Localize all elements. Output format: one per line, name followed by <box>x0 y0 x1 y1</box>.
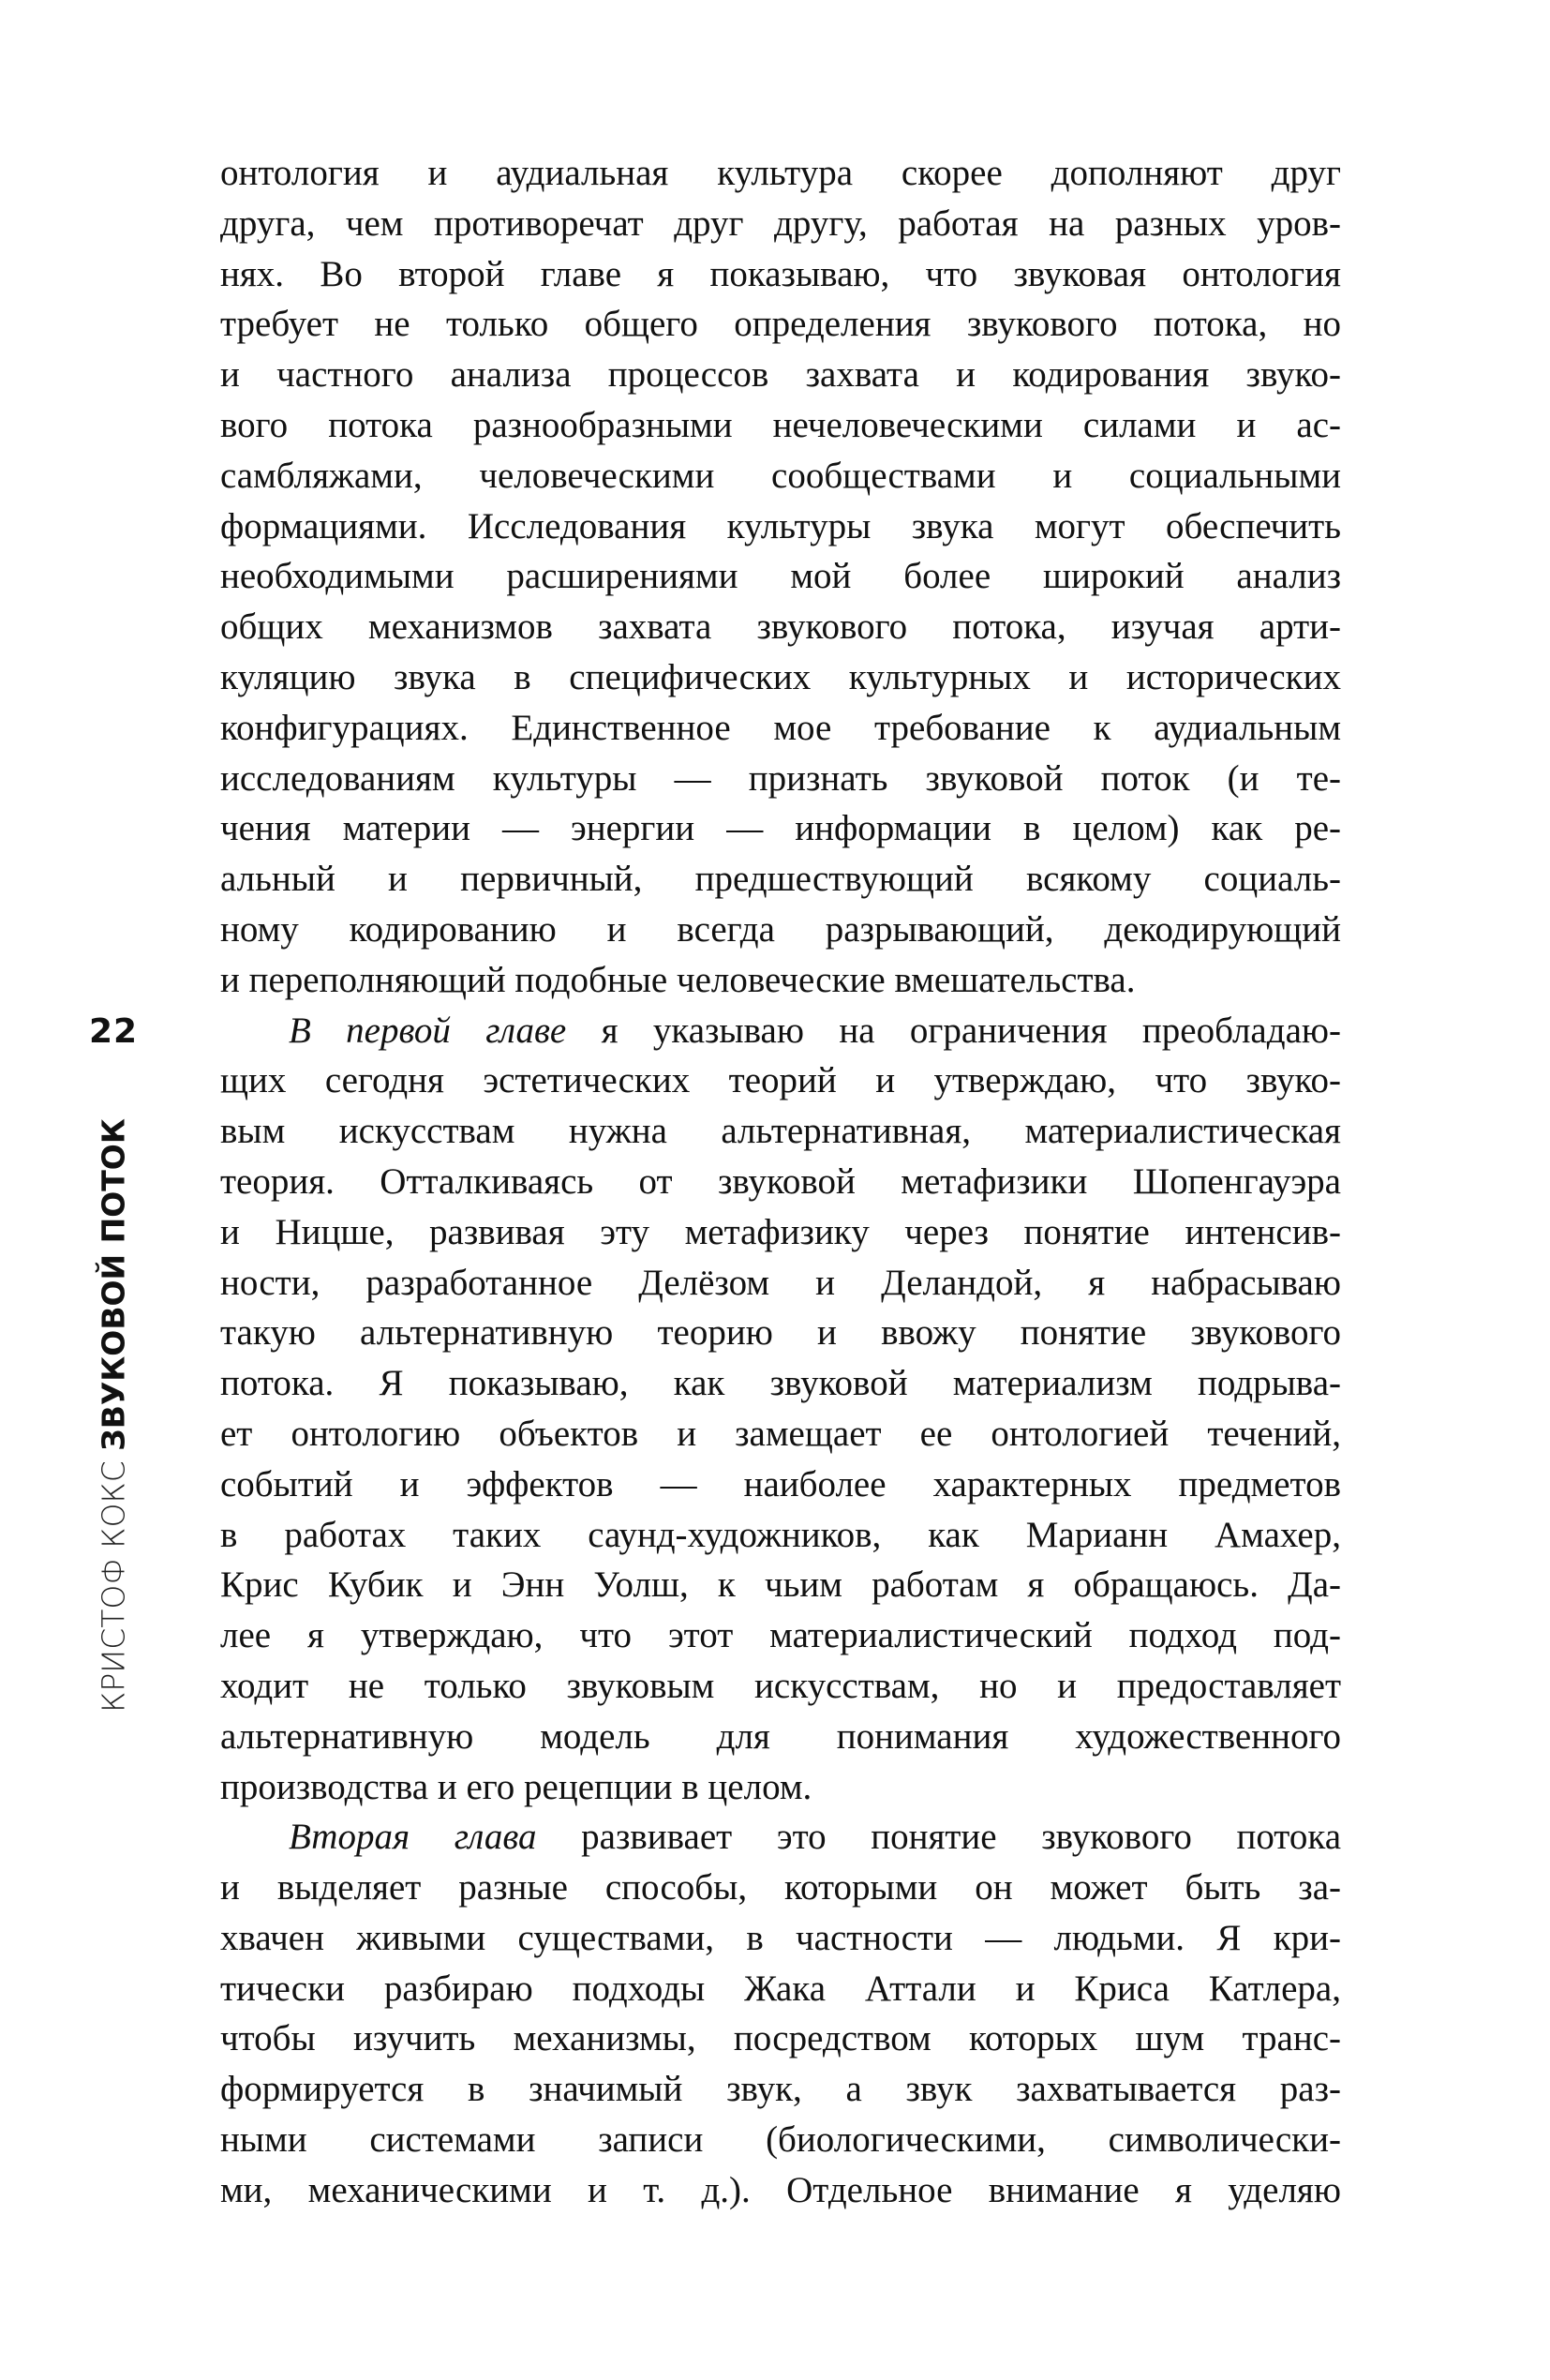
line-text: чтобы изучить механизмы, посредством которых шум транс- <box>220 2018 1341 2059</box>
line-text: и Ницше, развивая эту метафизику через понятие интенсив- <box>220 1211 1341 1252</box>
text-line <box>220 2064 1341 2115</box>
running-head <box>96 1118 132 1713</box>
text-line <box>220 1560 1341 1610</box>
line-text: в работах таких саунд-художников, как Марианн Амахер, <box>220 1514 1341 1555</box>
line-text: формируется в значимый звук, а звук захватывается раз- <box>220 2069 1341 2110</box>
body-text <box>220 148 1341 2216</box>
page-number: 22 <box>89 1012 139 1051</box>
line-text: вого потока разнообразными нечеловеческими силами и ас- <box>220 404 1341 445</box>
text-line <box>220 299 1341 350</box>
line-text: нях. Во второй главе я показываю, что звуковая онтология <box>220 253 1341 294</box>
line-text: производства и его рецепции в целом. <box>220 1766 812 1807</box>
text-line <box>220 199 1341 249</box>
text-line <box>220 905 1341 955</box>
line-text: необходимыми расширениями мой более широкий анализ <box>220 556 1341 597</box>
line-text: онтология и аудиальная культура скорее дополняют друг <box>220 153 1341 193</box>
line-text: лее я утверждаю, что этот материалистический подход под- <box>220 1615 1341 1656</box>
text-line <box>220 451 1341 501</box>
text-line <box>220 652 1341 703</box>
text-line <box>220 1157 1341 1207</box>
text-line <box>220 1106 1341 1157</box>
line-text: потока. Я показываю, как звуковой материализм подрыва- <box>220 1363 1341 1404</box>
text-line <box>220 1258 1341 1309</box>
text-line <box>220 501 1341 552</box>
text-line <box>220 2013 1341 2064</box>
line-text: альный и первичный, предшествующий всякому социаль- <box>220 859 1341 900</box>
line-text: хвачен живыми существами, в частности — людьми. Я кри- <box>220 1917 1341 1958</box>
line-text: ет онтологию объектов и замещает ее онтологией течений, <box>220 1413 1341 1454</box>
line-text: вым искусствам нужна альтернативная, материалистическая <box>220 1111 1341 1152</box>
line-text: общих механизмов захвата звукового потока, изучая арти- <box>220 606 1341 648</box>
text-line <box>220 754 1341 804</box>
text-line <box>220 1661 1341 1712</box>
text-line <box>220 1610 1341 1661</box>
text-line <box>220 602 1341 652</box>
text-line <box>220 703 1341 754</box>
text-line <box>220 1308 1341 1358</box>
line-text: и переполняющий подобные человеческие вмешательства. <box>220 959 1136 1000</box>
text-line <box>220 1006 1341 1056</box>
line-text: альтернативную модель для понимания художественного <box>220 1715 1341 1757</box>
line-text: я указываю на ограничения преобладаю- <box>566 1010 1341 1051</box>
text-line <box>220 1207 1341 1258</box>
line-text: ными системами записи (биологическими, символически- <box>220 2119 1341 2161</box>
text-line <box>220 2165 1341 2216</box>
text-line <box>220 1358 1341 1409</box>
line-text: требует не только общего определения звукового потока, но <box>220 304 1341 345</box>
text-line <box>220 854 1341 905</box>
italic-text: В первой главе <box>289 1010 567 1051</box>
text-line <box>220 1510 1341 1561</box>
line-text: исследованиям культуры — признать звуковой поток (и те- <box>220 757 1341 799</box>
text-line <box>220 803 1341 854</box>
line-text: ности, разработанное Делёзом и Деландой, я набрасываю <box>220 1262 1341 1303</box>
text-line <box>220 1812 1341 1863</box>
line-text: куляцию звука в специфических культурных и исторических <box>220 656 1341 697</box>
line-text: щих сегодня эстетических теорий и утверждаю, что звуко- <box>220 1060 1341 1101</box>
line-text: друга, чем противоречат друг другу, работая на разных уров- <box>220 202 1341 244</box>
line-text: развивает это понятие звукового потока <box>536 1817 1341 1858</box>
line-text: конфигурациях. Единственное мое требование к аудиальным <box>220 707 1341 748</box>
text-line <box>220 2115 1341 2165</box>
line-text: ному кодированию и всегда разрывающий, декодирующий <box>220 908 1341 950</box>
running-head-author: КРИСТОФ КОКС <box>95 1460 132 1713</box>
text-line <box>220 1762 1341 1813</box>
text-line <box>220 1964 1341 2014</box>
text-line <box>220 1409 1341 1459</box>
text-line <box>220 1712 1341 1762</box>
line-text: и выделяет разные способы, которыми он может быть за- <box>220 1867 1341 1908</box>
line-text: чения материи — энергии — информации в целом) как ре- <box>220 808 1341 849</box>
text-line <box>220 249 1341 300</box>
text-line <box>220 350 1341 400</box>
line-text: ходит не только звуковым искусствам, но и предоставляет <box>220 1665 1341 1706</box>
text-line <box>220 1913 1341 1964</box>
line-text: самбляжами, человеческими сообществами и социальными <box>220 455 1341 496</box>
text-line <box>220 1863 1341 1913</box>
line-text: событий и эффектов — наиболее характерных предметов <box>220 1463 1341 1504</box>
line-text: тически разбираю подходы Жака Аттали и Криса Катлера, <box>220 1968 1341 2009</box>
running-head-title: ЗВУКОВОЙ ПОТОК <box>95 1118 132 1451</box>
line-text: такую альтернативную теорию и ввожу понятие звукового <box>220 1312 1341 1354</box>
text-line <box>220 1055 1341 1106</box>
text-line <box>220 551 1341 602</box>
line-text: Крис Кубик и Энн Уолш, к чьим работам я обращаюсь. Да- <box>220 1564 1341 1606</box>
text-line <box>220 1459 1341 1510</box>
line-text: ми, механическими и т. д.). Отдельное внимание я уделяю <box>220 2169 1341 2210</box>
text-line <box>220 148 1341 199</box>
line-text: теория. Отталкиваясь от звуковой метафизики Шопенгауэра <box>220 1160 1341 1202</box>
line-text: формациями. Исследования культуры звука могут обеспечить <box>220 505 1341 546</box>
text-line <box>220 400 1341 451</box>
italic-text: Вторая глава <box>289 1817 537 1858</box>
line-text: и частного анализа процессов захвата и кодирования звуко- <box>220 354 1341 396</box>
text-line <box>220 955 1341 1006</box>
